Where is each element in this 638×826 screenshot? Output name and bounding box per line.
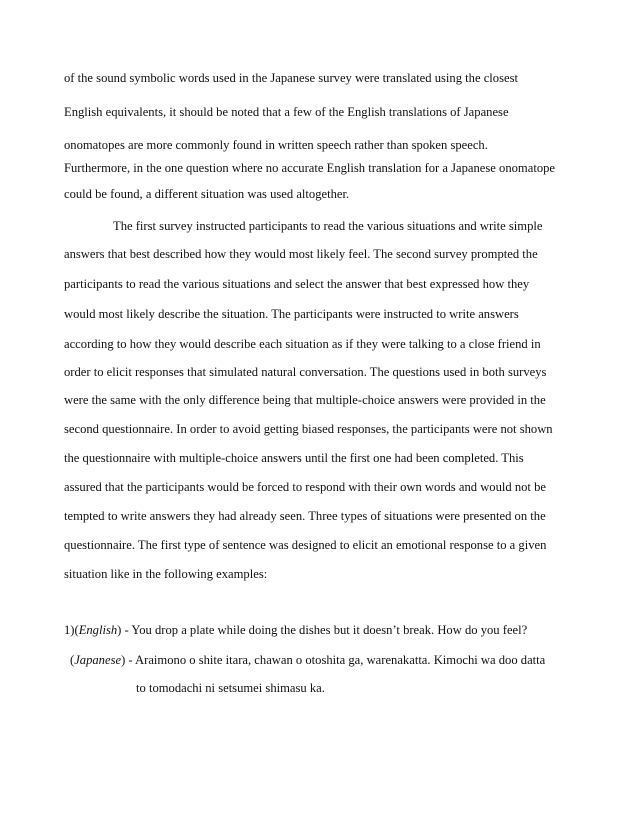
- text-line: could be found, a different situation was used altogether.: [64, 187, 350, 201]
- text-line: Furthermore, in the one question where no accurate English translation for a Japanese onomatope: [64, 161, 555, 175]
- japanese-label: Japanese: [74, 653, 122, 667]
- japanese-text: ) - Araimono o shite itara, chawan o otoshita ga, warenakatta. Kimochi wa doo datta: [121, 653, 546, 667]
- text-line: The first survey instructed participants to read the various situations and write simple: [113, 219, 543, 233]
- text-line: second questionnaire. In order to avoid getting biased responses, the participants were not shown: [64, 422, 553, 436]
- text-line: assured that the participants would be forced to respond with their own words and would not be: [64, 480, 546, 494]
- example-number: 1)(: [64, 623, 79, 637]
- example-japanese-line: [70, 652, 545, 668]
- text-line: according to how they would describe each situation as if they were talking to a close friend in: [64, 337, 541, 351]
- text-line: were the same with the only difference being that multiple-choice answers were provided in the: [64, 393, 546, 407]
- example-english-line: [64, 622, 527, 638]
- text-line: order to elicit responses that simulated natural conversation. The questions used in both surveys: [64, 365, 547, 379]
- text-line: English equivalents, it should be noted that a few of the English translations of Japanese: [64, 105, 509, 119]
- example-japanese-continuation: to tomodachi ni setsumei shimasu ka.: [136, 681, 325, 695]
- english-label: English: [78, 623, 118, 637]
- text-line: answers that best described how they would most likely feel. The second survey prompted the: [64, 247, 538, 261]
- text-line: situation like in the following examples:: [64, 567, 268, 581]
- text-line: of the sound symbolic words used in the Japanese survey were translated using the closest: [64, 71, 518, 85]
- text-line: onomatopes are more commonly found in written speech rather than spoken speech.: [64, 138, 488, 152]
- text-line: would most likely describe the situation. The participants were instructed to write answers: [64, 307, 519, 321]
- english-text: ) - You drop a plate while doing the dishes but it doesn’t break. How do you feel?: [117, 623, 528, 637]
- text-line: questionnaire. The first type of sentence was designed to elicit an emotional response to a given: [64, 538, 547, 552]
- text-line: the questionnaire with multiple-choice answers until the first one had been completed. This: [64, 451, 524, 465]
- text-line: participants to read the various situations and select the answer that best expressed how they: [64, 277, 530, 291]
- japanese-open-paren: (: [70, 653, 75, 667]
- text-line: tempted to write answers they had already seen. Three types of situations were presented on the: [64, 509, 546, 523]
